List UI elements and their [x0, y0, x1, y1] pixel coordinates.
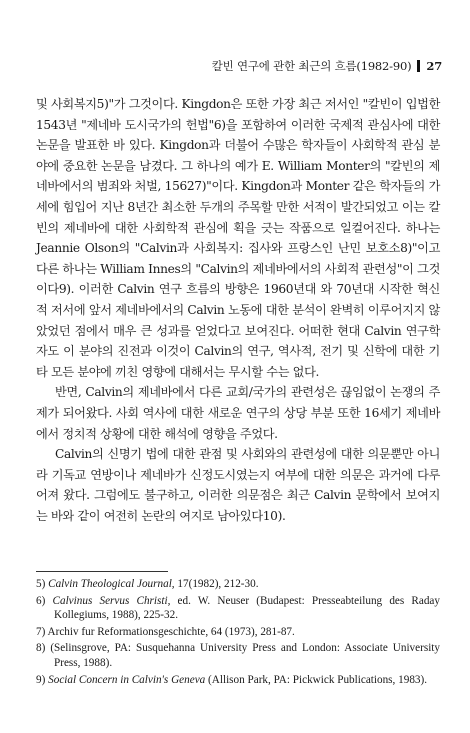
paragraph: Calvin의 신명기 법에 대한 관점 및 사회와의 관련성에 대한 의문뿐만 아니라 기독교 연방이나 제네바가 신정도시였는지 여부에 대한 의문은 과거에 다루어져 왔다. 그럼에도 불구하고, 이러한 의문점은 최근 Calvin 문학에서 보여지는 바와 같이 여전히 논란의 여지로 남아있다10).	[36, 447, 440, 523]
footnote-text: (Selinsgrove, PA: Susquehanna University Press and London: Associate University Press, 1988).	[50, 642, 440, 669]
footnote-text: Archiv fur Reformationsgeschichte, 64 (1973), 281-87.	[47, 625, 295, 638]
footnote-number: 6)	[36, 594, 46, 607]
footnote	[36, 594, 440, 623]
footnote-source: Social Concern in Calvin's Geneva	[48, 673, 206, 686]
paragraph: 반면, Calvin의 제네바에서 다른 교회/국가의 관련성은 끊임없이 논쟁의 주제가 되어왔다. 사회 역사에 대한 새로운 연구의 상당 부분 또한 16세기 제네바에서 정치적 상황에 대한 해석에 영향을 주었다.	[36, 385, 440, 441]
page-number: 27	[426, 59, 442, 73]
footnotes	[36, 577, 440, 689]
footnote-text: 17(1982), 212-30.	[174, 578, 259, 590]
footnote-number: 7)	[36, 625, 46, 638]
footnote-divider	[36, 571, 168, 572]
footnote-number: 8)	[36, 642, 46, 655]
footnote-number: 5)	[36, 578, 46, 590]
running-head	[212, 58, 442, 74]
running-head-title: 칼빈 연구에 관한 최근의 흐름(1982-90)	[211, 59, 412, 73]
running-head-separator	[417, 60, 420, 72]
footnote-text: (Allison Park, PA: Pickwick Publications, 1983).	[205, 673, 428, 686]
footnote-source: Calvin Theological Journal,	[48, 578, 175, 590]
body-text	[36, 94, 440, 526]
footnote-source: Calvinus Servus Christi,	[52, 594, 171, 607]
footnote	[36, 673, 440, 688]
footnote	[36, 625, 440, 640]
footnote-number: 9)	[36, 673, 46, 686]
footnote	[36, 577, 440, 592]
footnote-text: ed. W. Neuser (Budapest: Presseabteilung des Raday Kollegiums, 1988), 225-32.	[54, 594, 440, 622]
footnote	[36, 641, 440, 670]
paragraph: 및 사회복지5)"가 그것이다. Kingdon은 또한 가장 최근 저서인 "칼빈이 입법한 1543년 "제네바 도시국가의 헌법"6)을 포함하여 이러한 국제적 관심사에 대한 논문을 발표한 바 있다. Kingdon과 더불어 수많은 학자들이 사회학적 관심 분야에 중요한 논문을 남겼다. 그 하나의 예가 E. William Monter의 "칼빈의 제네바에서의 범죄와 처벌, 15627)"이다. Kingdon과 Monter 같은 학자들의 가세에 힘입어 지난 8년간 최소한 두개의 주목할 만한 서적이 발간되었고 이는 칼빈의 제네바에 대한 사회학적 관심에 획을 긋는 작품으로 일컬어진다. 하나는 Jeannie Olson의 "Calvin과 사회복지: 집사와 프랑스인 난민 보호소8)"이고 다른 하나는 William Innes의 "Calvin의 제네바에서의 사회적 관련성"이 그것이다9). 이러한 Calvin 연구 흐름의 방향은 1960년대 와 70년대 시작한 혁신적 저서에 앞서 제네바에서의 Calvin 노동에 대한 분석이 완벽히 이루어지지 않았었던 점에서 매우 큰 성과를 얻었다고 보여진다. 어떠한 현대 Calvin 연구학자도 이 분야의 진전과 이것이 Calvin의 연구, 역사적, 전기 및 신학에 대한 기타 모든 분야에 끼친 영향에 대해서는 무시할 수는 없다.	[36, 97, 440, 379]
